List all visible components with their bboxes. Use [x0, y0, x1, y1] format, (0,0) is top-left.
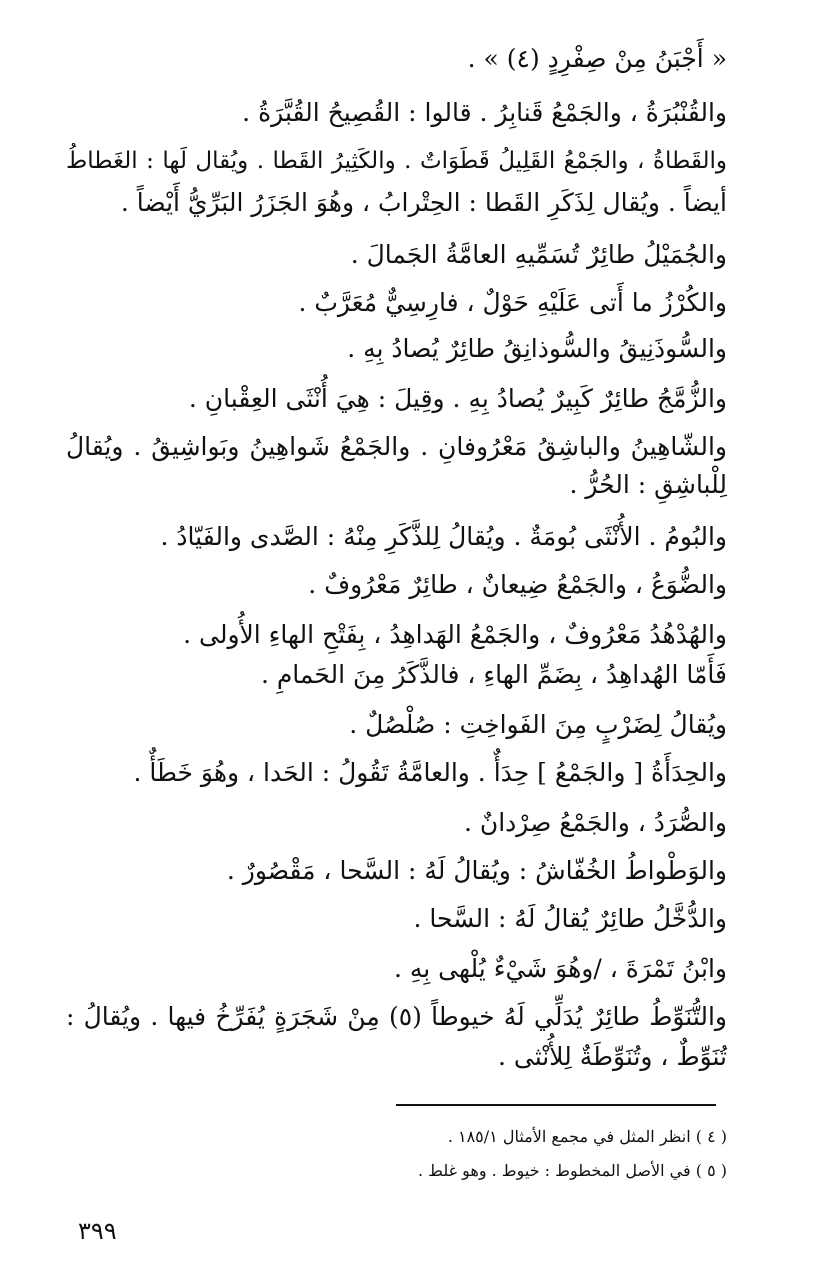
- text-line-6: والكُرْزُ ما أَتى عَلَيْهِ حَوْلٌ ، فارِسِيٌّ مُعَرَّبٌ .: [298, 288, 727, 317]
- footnote-divider: [396, 1104, 716, 1106]
- text-line-15: ويُقالُ لِضَرْبٍ مِنَ الفَواخِتِ : صُلْصُلٌ .: [349, 710, 727, 739]
- text-line-5: والجُمَيْلُ طائِرٌ تُسَمِّيهِ العامَّةُ الجَمالَ .: [350, 240, 727, 269]
- text-line-20: وابْنُ تَمْرَةَ ، /وهُوَ شَيْءٌ يُلْهى بِهِ .: [393, 954, 727, 983]
- footnote-5: ( ٥ ) في الأصل المخطوط : خيوط . وهو غلط .: [418, 1161, 727, 1180]
- text-line-11: والبُومُ . الأُنْثَى بُومَةٌ . ويُقالُ لِلذَّكَرِ مِنْهُ : الصَّدى والفَيّادُ .: [160, 522, 727, 551]
- text-line-18: والوَطْواطُ الخُفّاشُ : ويُقالُ لَهُ : السَّحا ، مَقْصُورٌ .: [226, 856, 727, 885]
- text-line-7: والسُّوذَنِيقُ والسُّوذانِقُ طائِرٌ يُصادُ بِهِ .: [347, 334, 727, 363]
- text-line-1: « أَجْبَنُ مِنْ صِفْرِدٍ (٤) » .: [467, 44, 727, 73]
- text-line-16: والحِدَأَةُ [ والجَمْعُ ] حِدَأٌ . والعامَّةُ تَقُولُ : الحَدا ، وهُوَ خَطَأٌ .: [133, 758, 727, 787]
- text-line-21: والتُّنَوِّطُ طائِرٌ يُدَلِّي لَهُ خيوطاً (٥) مِنْ شَجَرَةٍ يُفَرِّخُ فيها . ويُقالُ :: [66, 1002, 728, 1031]
- text-line-8: والزُّمَّجُ طائِرٌ كَبِيرٌ يُصادُ بِهِ . وقِيلَ : هِيَ أُنْثَى العِقْبانِ .: [188, 384, 727, 413]
- page-number: ٣٩٩: [78, 1217, 117, 1245]
- text-line-9: والشّاهِينُ والباشِقُ مَعْرُوفانِ . والجَمْعُ شَواهِينُ وبَواشِيقُ . ويُقالُ: [66, 432, 727, 461]
- text-line-19: والدُّخَّلُ طائِرٌ يُقالُ لَهُ : السَّحا .: [413, 904, 727, 933]
- text-line-4: أيضاً . ويُقال لِذَكَرِ القَطا : الحِتْرابُ ، وهُوَ الجَزَرُ البَرِّيُّ أَيْضاً .: [120, 188, 727, 217]
- text-line-3: والقَطاةُ ، والجَمْعُ القَلِيلُ قَطَوَاتٌ . والكَثِيرُ القَطا . ويُقال لَها : الغَطاطُ: [66, 148, 727, 174]
- text-line-14: فَأَمّا الهُداهِدُ ، بِضَمِّ الهاءِ ، فالذَّكَرُ مِنَ الحَمامِ .: [260, 660, 727, 689]
- text-line-10: لِلْباشِقِ : الحُرُّ .: [569, 470, 727, 499]
- text-line-13: والهُدْهُدُ مَعْرُوفٌ ، والجَمْعُ الهَداهِدُ ، بِفَتْحِ الهاءِ الأُولى .: [183, 620, 727, 649]
- text-line-12: والضُّوَعُ ، والجَمْعُ ضِيعانٌ ، طائِرٌ مَعْرُوفٌ .: [308, 570, 727, 599]
- text-line-22: تُنَوِّطٌ ، وتُنَوِّطَةٌ لِلأُنْثى .: [497, 1042, 727, 1071]
- footnote-4: ( ٤ ) انظر المثل في مجمع الأمثال ١٨٥/١ .: [447, 1127, 727, 1146]
- text-line-2: والقُنْبُرَةُ ، والجَمْعُ قَنابِرُ . قالوا : القُصِيحُ القُبَّرَةُ .: [242, 98, 727, 127]
- text-line-17: والصُّرَدُ ، والجَمْعُ صِرْدانٌ .: [463, 808, 727, 837]
